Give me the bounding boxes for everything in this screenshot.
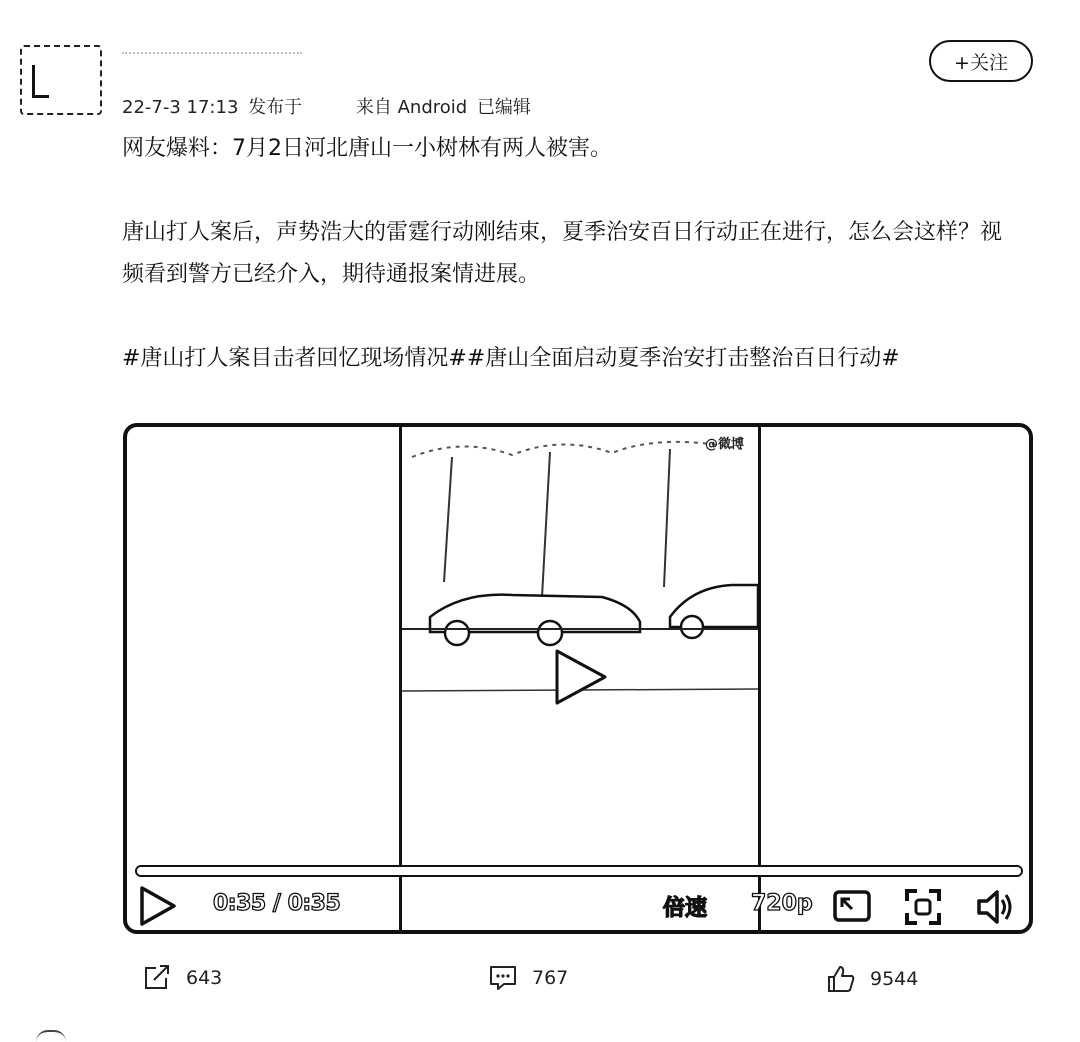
speed-button[interactable]: 倍速 bbox=[663, 896, 708, 921]
like-button[interactable] bbox=[826, 964, 918, 994]
like-icon bbox=[826, 964, 856, 994]
share-icon bbox=[142, 964, 172, 992]
edited-label: 已编辑 bbox=[476, 97, 531, 118]
pip-icon[interactable] bbox=[832, 887, 872, 927]
post-date: 22-7-3 17:13 bbox=[122, 97, 239, 118]
username-placeholder[interactable] bbox=[122, 52, 302, 66]
comment-count: 767 bbox=[532, 967, 569, 989]
post-hashtags[interactable]: #唐山打人案目击者回忆现场情况##唐山全面启动夏季治安打击整治百日行动# bbox=[122, 346, 900, 371]
post-body bbox=[122, 128, 1022, 380]
share-button[interactable] bbox=[142, 964, 222, 992]
post-paragraph-2: 唐山打人案后，声势浩大的雷霆行动刚结束，夏季治安百日行动正在进行，怎么会这样？视频看到警方已经介入，期待通报案情进展。 bbox=[122, 220, 1003, 287]
like-count: 9544 bbox=[870, 968, 919, 990]
post-meta bbox=[122, 93, 535, 119]
post-source: 来自 Android bbox=[355, 97, 468, 118]
play-icon[interactable] bbox=[551, 647, 611, 707]
published-label: 发布于 bbox=[248, 97, 303, 118]
video-time: 0:35 / 0:35 bbox=[213, 891, 341, 916]
post-paragraph-1: 网友爆料：7月2日河北唐山一小树林有两人被害。 bbox=[122, 136, 612, 161]
video-controls bbox=[127, 879, 1029, 931]
follow-button[interactable]: +关注 bbox=[929, 40, 1033, 82]
next-post-edge bbox=[36, 1030, 66, 1042]
progress-fill bbox=[137, 867, 1021, 875]
play-button-icon[interactable] bbox=[137, 885, 177, 927]
quality-button[interactable]: 720p bbox=[751, 891, 813, 916]
video-player[interactable] bbox=[123, 423, 1033, 934]
video-watermark: @微博 bbox=[704, 437, 744, 452]
comment-icon bbox=[488, 964, 518, 992]
progress-bar[interactable] bbox=[135, 865, 1023, 877]
avatar[interactable] bbox=[20, 45, 102, 115]
action-bar bbox=[0, 964, 1080, 1004]
share-count: 643 bbox=[186, 967, 223, 989]
fullscreen-icon[interactable] bbox=[903, 887, 943, 927]
volume-icon[interactable] bbox=[975, 887, 1015, 927]
comment-button[interactable] bbox=[488, 964, 568, 992]
